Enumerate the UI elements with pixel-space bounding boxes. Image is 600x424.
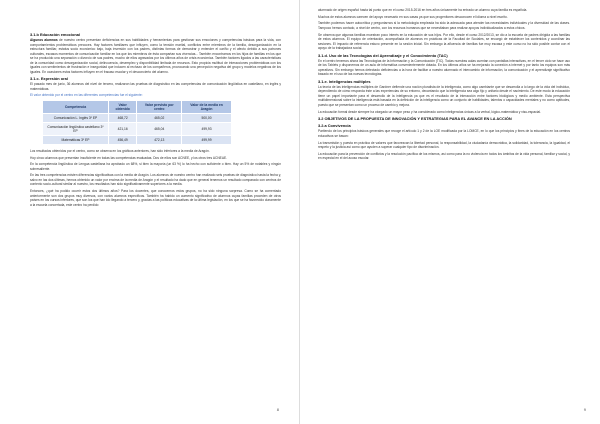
- paragraph: [30, 38, 281, 74]
- paragraph: alumnado de origen español hasta tal punto que en el curso 2015-2016 en tres años únicamente ha entrado un alumno cuya familia es española.: [318, 8, 528, 12]
- table-cell: Matemáticas 3º EP: [43, 135, 109, 144]
- page-number: 8: [276, 407, 279, 412]
- paragraph: En el centro tenemos ahora las Tecnologías de la Información y la Comunicación (TIC). Todas nuestras aulas cuentan con pantallas interactivas, en el tercer ciclo se hace uso de los Tablets y disponemos de un aula de informática convenientemente dotada. En los últimos años se ha mejorado la conexión a internet y por tanto los equipos son más operativos. Sin embargo hemos detectado deficiencias a la hora de facilitar a nuestro alumnado el intercambio de información, la comunicación y el aprendizaje significativo basado en el uso de las nuevas tecnologías.: [318, 58, 570, 77]
- paragraph: También podemos hacer autocrítica y preguntarnos si la metodología empleada ha sido la adecuada para atender las necesidades individuales y la diversidad de las clases. Tampoco hemos contado, a nivel de centro, con los recursos humanos que se necesitaban para realizar apoyos individualizados a estos chicos.: [318, 21, 570, 30]
- paragraph-text: de nuestro centro presentan deficiencias en sus habilidades y herramientas para gestionar sus emociones y competencias básicas para la vida, con comportamientos problemáticos precoces. Hay factores familiares que influyen, como la tensión marital, conflictos entre miembros de la familia, desorganización en la estructura familiar, estatus socio económico bajo, baja inversión con los padres, distintas formas de demostrar y entender el cariño y el afecto debido a sus patrones culturales, escasos momentos de comunicación familiar en los que los miembros de ésta compartan sus vivencias... También encontramos en los hijos de familias en los que se ha producido una separación o divorcio de sus padres, mucho de ellos agravados por los últimos años de crisis económica. También factores ligados a las características de la comunidad como desorganización social, delincuencia, desempleo y disponibilidad limitada de recursos. Esto propicia multitud de interacciones problemáticas con los iguales con sentimientos de frustración e inseguridad que inducen al rechazo de los compañeros, provocando una percepción negativa del grupo y modelos negativos de los iguales. En ocasiones estos factores influyen en el fracaso escolar y el desconcierto del alumno.: [30, 38, 281, 74]
- results-table: [42, 100, 232, 145]
- paragraph: El pasado mes de junio, 36 alumnos del nivel de tercero, realizaron las pruebas de diagnóstico en las competencias de comunicación lingüística en castellano, en inglés y matemáticas.: [30, 82, 281, 91]
- table-header-cell: Valor de la media en Aragón: [182, 100, 232, 113]
- table-cell: 465,02: [137, 113, 182, 122]
- paragraph: En la competencia lingüística de Lengua castellana ha aprobado un 68%, si bien la mayoría (un 63 %) lo ha hecho con suficiente o bien. Hay un 5% de notables y ningún sobresaliente.: [30, 162, 281, 171]
- table-cell: 421,16: [108, 122, 136, 135]
- paragraph: Muchos de estos alumnos carecen del apoyo necesario en sus casas ya que sus progenitores desconocen el idioma a nivel escrito.: [318, 14, 508, 19]
- table-cell: Comunicación lingüística castellano 3º EP: [43, 122, 109, 135]
- table-intro-note: El valor obtenido por el centro en las diferentes competencias fue el siguiente:: [30, 93, 143, 98]
- paragraph: Hoy cinco alumnos que presentan insuficiente en todas las competencias evaluadas. Dos de ellos son ACNEE, y los otros tres ACNEAE.: [30, 155, 228, 160]
- section-heading-tac: 3.1.d. Uso de las Tecnologías del Aprendizaje y el Conocimiento (TAC): [318, 52, 448, 58]
- table-cell: 465,04: [137, 122, 182, 135]
- table-cell: 468,72: [108, 113, 136, 122]
- table-cell: 499,93: [182, 122, 232, 135]
- table-header-cell: Valor previsto por centro: [137, 100, 182, 113]
- table-cell: 456,49: [108, 135, 136, 144]
- page-number: 9: [583, 407, 586, 412]
- paragraph: La educación formal desde siempre ha otorgado un mayor peso y ha considerado como inteligencias únicas a la verbal, lógico-matemática y visu-espacial.: [318, 109, 541, 114]
- table-cell: 472,13: [137, 135, 182, 144]
- section-heading-objectives: 3.2 OBJETIVOS DE LA PROPUESTA DE INNOVACIÓN Y ESTRATEGIAS PARA EL AVANCE EN LA ACCIÓN: [318, 116, 512, 122]
- paragraph: La transmisión y puesta en práctica de valores que favorezcan la libertad personal, la responsabilidad, la ciudadanía democrática, la solidaridad, la tolerancia, la igualdad, el respeto y la justicia así como que ayuden a superar cualquier tipo de discriminación.: [318, 140, 570, 149]
- paragraph: Se observa que algunas familias muestran poco interés en la educación de sus hijos. Por ello, desde el curso 2012/2013, se dio a la escuela de padres dirigida a las familias de estos alumnos. El equipo de orientación, acompañada de alumnos en prácticas de la Facultad de Sociales, se encargó de establecer los contenidos y coordinar las sesiones. El impacto de referencia estuvo presente en la sesión inicial. Sin embargo la afluencia de familias fue muy escasa y este curso no ha sido posible contar con el apoyo de la trabajadora social.: [318, 32, 570, 51]
- table-header-cell: Competencia: [43, 100, 109, 113]
- paragraph: Partiendo de los principios básicos generales que recoge el artículo 1 y 2 de la LOE modificada por la LOMCE, en lo que los principios y fines de la educación en los centros educativos se basan:: [318, 129, 570, 138]
- table-row: [43, 122, 232, 135]
- table-header-row: [43, 100, 232, 113]
- section-heading-oral-expression: 3.1.c. Expresión oral: [30, 76, 68, 82]
- paragraph: Los resultados obtenidos por el centro, como se observa en los gráficos anteriores, han sido inferiores a la media de Aragón.: [30, 148, 210, 153]
- table-row: [43, 135, 232, 144]
- table-cell: 499,99: [182, 135, 232, 144]
- table-cell: Comunicación L. Inglés 3º EP: [43, 113, 109, 122]
- paragraph: La teoría de las inteligencias múltiples de Gardner defiende una noción pluralista de la inteligencia, como algo cambiante que se desarrolla a lo largo de la vida del individuo, dependiendo de cómo responda éste a las experiencias de su entorno, decantando que la inteligencia sea algo fijo y unitario desde el nacimiento. De este modo la educación tiene un papel importante para el desarrollo de la inteligencia ya que es el resultado de la interacción entre factores biológicos y medio ambiente. Esta perspectiva multidimensional sobre la inteligencia está basada en la definición de la inteligencia como un conjunto de habilidades, talentos o capacidades mentales y no como aptitudes, puesto que se presentan como un proceso de cambio y mejora.: [318, 84, 570, 107]
- section-heading-multiple-intelligences: 3.1.e. Inteligencias múltiples: [318, 78, 371, 84]
- table-cell: 500,00: [182, 113, 232, 122]
- paragraph-lead: Algunos alumnos: [30, 38, 58, 42]
- table-row: [43, 113, 232, 122]
- table-header-cell: Valor obtenido: [108, 100, 136, 113]
- paragraph: En las tres competencias existen diferencias significativas con la media de Aragón. Los alumnos de nuestro centro han realizado seis pruebas de diagnóstico hasta la fecha y, salvo en las dos últimas, hemos obtenido un valor por encima de la media de Aragón y el resultado ha dado que en general tenemos un resultado comparado con centros de contexto socio-cultural similar al nuestro, los resultados han sido significativamente superiores a la media.: [30, 173, 281, 187]
- paragraph: La educación para la prevención de conflictos y la resolución pacífica de los mismos, así como para la no violencia en todos los ámbitos de la vida personal, familiar y social, y en especial en el del acoso escolar.: [318, 151, 570, 161]
- section-heading-coexistence: 3.2.a Convivencia: [318, 123, 351, 129]
- paragraph: Entonces, ¿qué ha podido ocurrir estos dos últimos años? Para los docentes, que conocemos estos grupos, no ha sido ninguna sorpresa. Como se ha comentado anteriormente son dos grupos muy diversos, con varios alumnos específicos. También ha habido un aumento significativo de alumnos cuyas familias proceden de otros países en los cursos inferiores, que son los que han ido llegando a tercero y, gracias a las políticas educativas de la última legislación, en los que se ha favorecido claramente a la escuela concertada, este centro ha perdido: [30, 189, 281, 207]
- section-heading-emotional-education: 3.1.b Educación emocional: [30, 32, 80, 37]
- right-page: [300, 0, 600, 424]
